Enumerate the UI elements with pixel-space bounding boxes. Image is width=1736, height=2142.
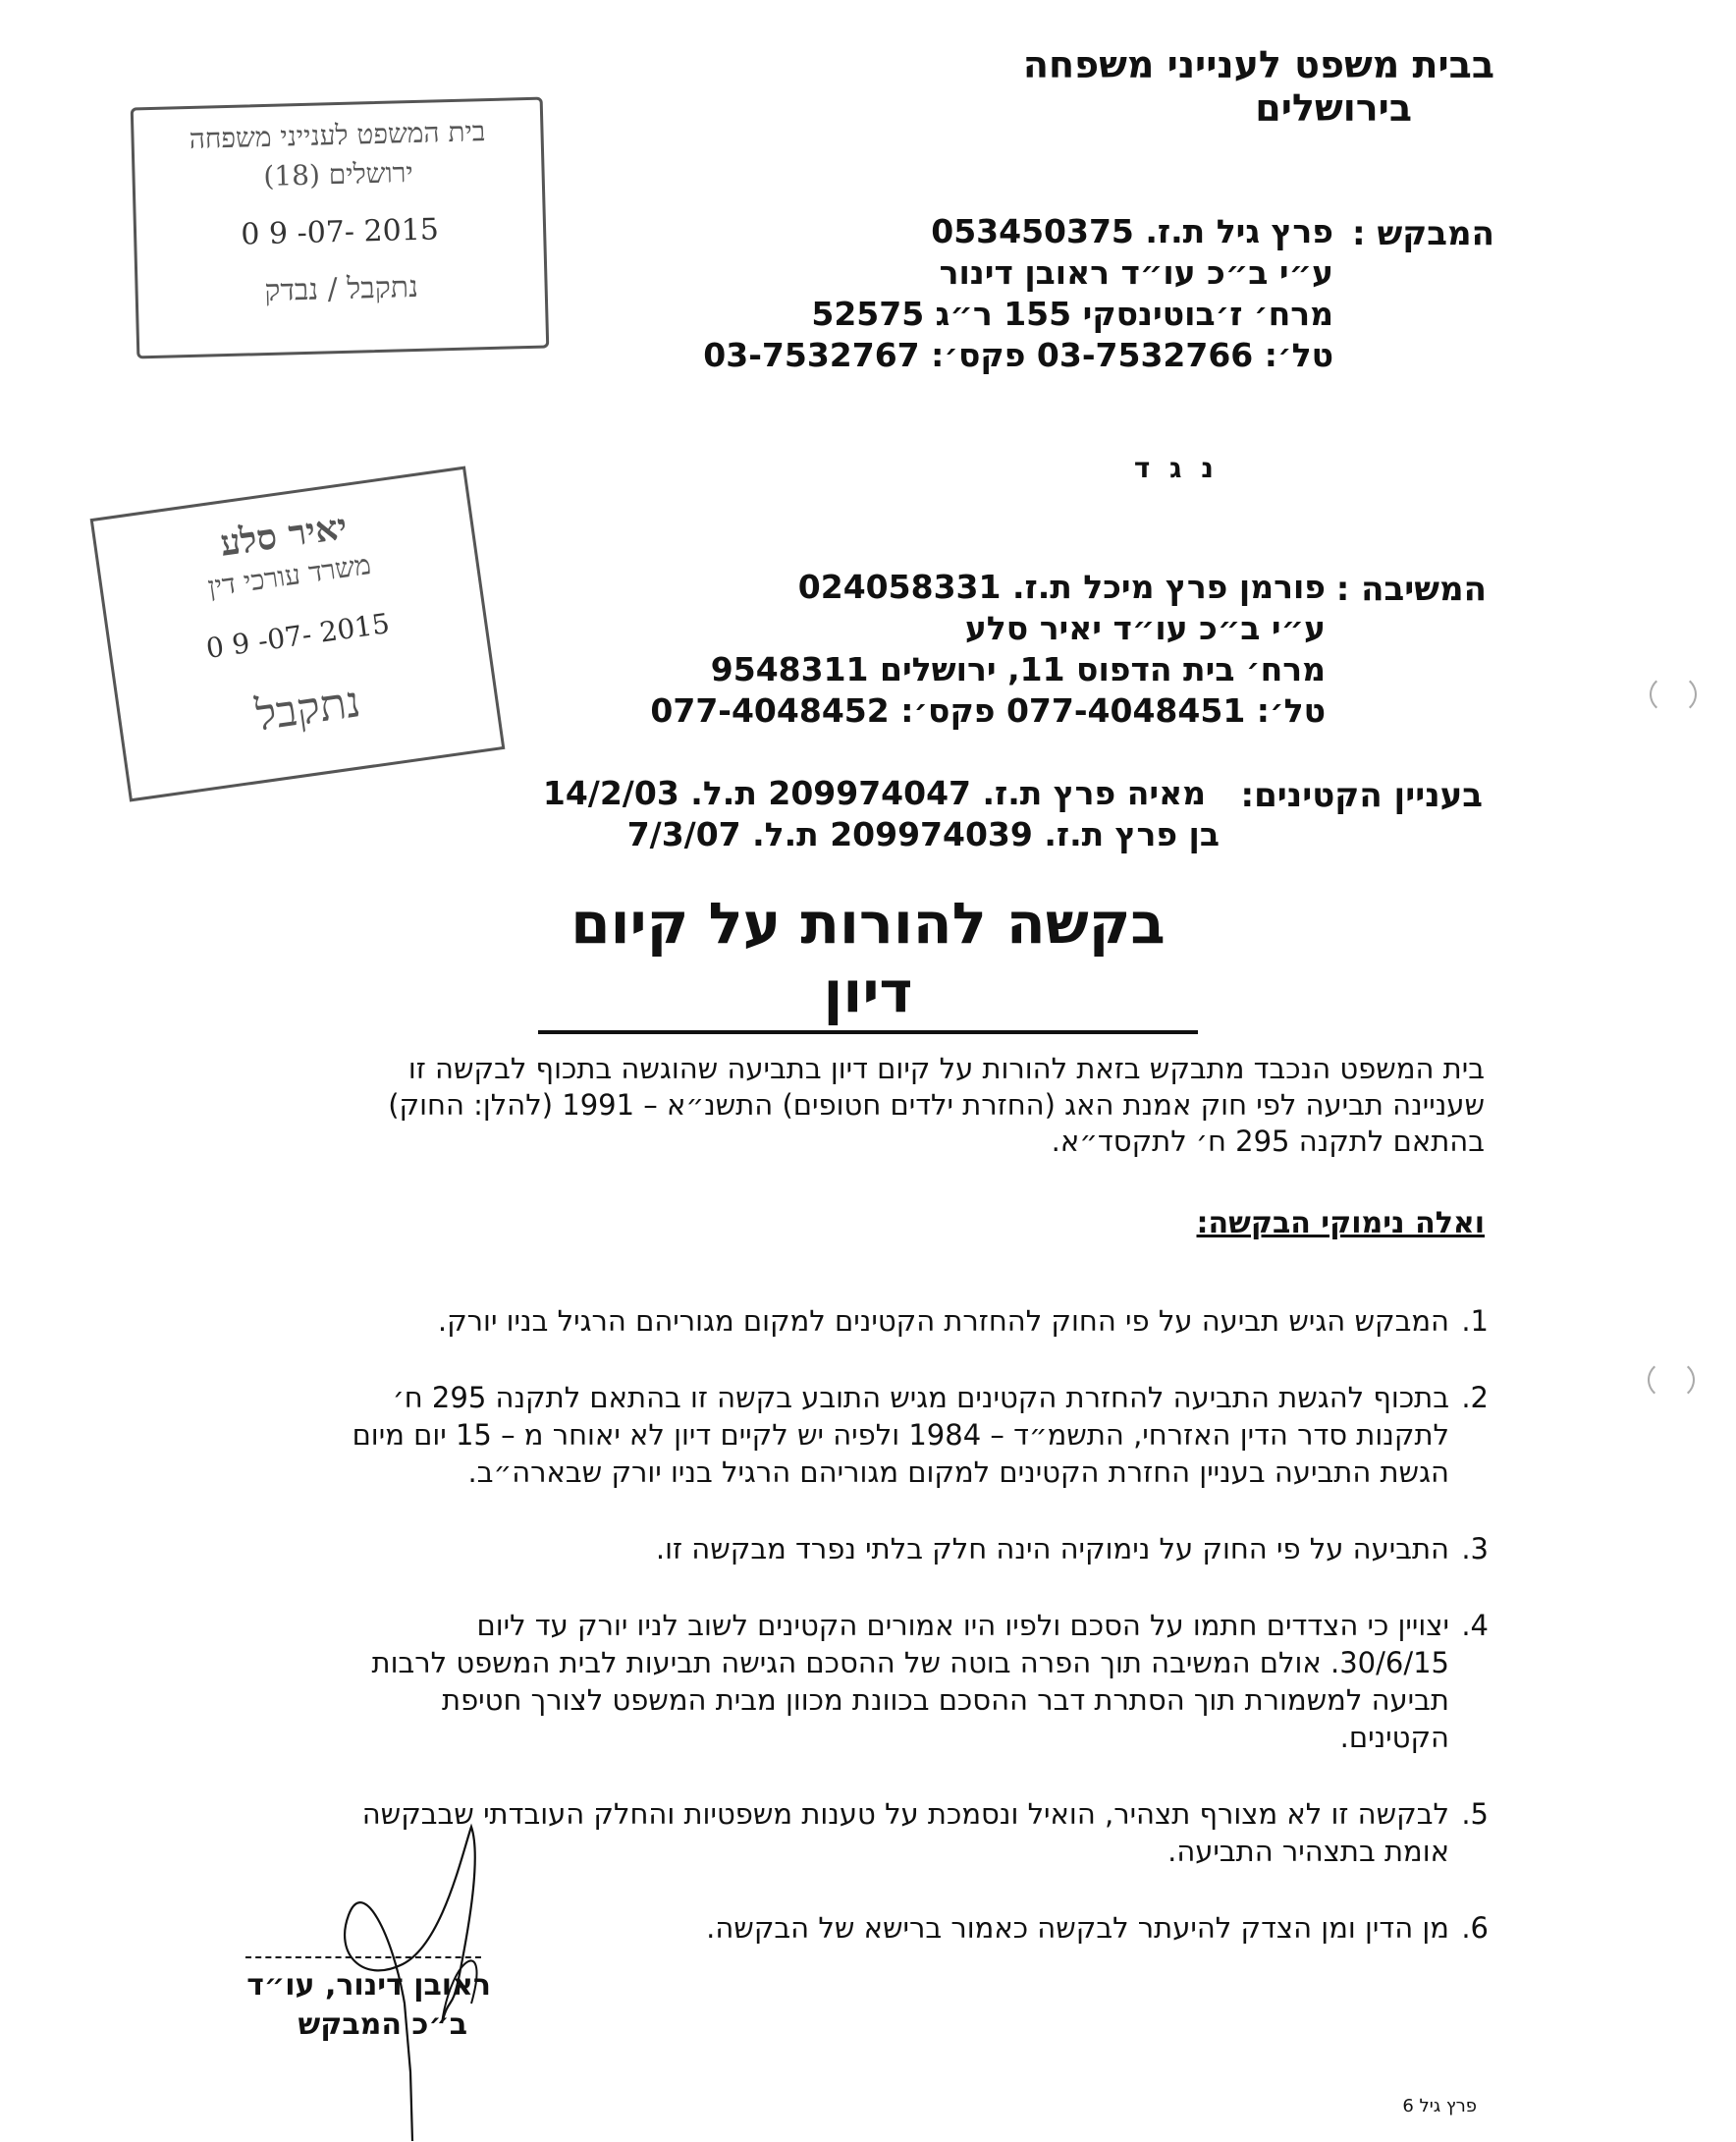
minors-line1: מאיה פרץ ת.ז. 209974047 ת.ל. 14/2/03 — [542, 774, 1206, 812]
intro-paragraph — [306, 1051, 1485, 1160]
document-title: בקשה להורות על קיום דיון — [538, 889, 1198, 1034]
reason-text-line: לתקנות סדר הדין האזרחי, התשמ״ד – 1984 ולפיה יש לקיים דיון לא יאוחר מ – 15 יום מיום — [352, 1418, 1449, 1452]
respondent-label: המשיבה : — [1335, 570, 1487, 609]
punch-hole-mark — [1648, 1359, 1695, 1401]
reason-text-line: תביעה למשמורת תוך הסתרת דבר ההסכם בכוונת מכוון מבית המשפט לצורך חטיפת — [442, 1683, 1449, 1717]
reason-item — [291, 1530, 1489, 1567]
minors-label: בעניין הקטינים: — [1240, 776, 1483, 815]
stamp-lawyer-date: 0 9 -07- 2015 — [203, 607, 392, 665]
reason-text-line: המבקש הגיש תביעה על פי החוק להחזרת הקטינים למקום מגוריהם הרגיל בניו יורק. — [437, 1304, 1449, 1338]
petitioner-phones: טל׳: 03-7532766 פקס׳: 03-7532767 — [703, 336, 1333, 374]
intro-line: שעניינה תביעה לפי חוק אמנת האג (החזרת ילדים חטופים) התשנ״א – 1991 (להלן: החוק) — [388, 1088, 1485, 1122]
reason-number: 5. — [1461, 1797, 1489, 1831]
respondent-address: מרח׳ בית הדפוס 11, ירושלים 9548311 — [710, 650, 1326, 688]
reason-text-line: הקטינים. — [1339, 1721, 1449, 1754]
reason-item — [291, 1607, 1489, 1756]
reason-text-line: אומת בתצהיר התביעה. — [1167, 1835, 1449, 1868]
signature-name: ראובן דינור, עו״ד — [246, 1968, 491, 2003]
petitioner-counsel: ע״י ב״כ עו״ד ראובן דינור — [939, 253, 1333, 292]
stamp-lawyer-line2: משרד עורכי דין — [205, 548, 373, 604]
reason-text-line: בתכוף להגשת התביעה להחזרת הקטינים מגיש התובע בקשה זו בהתאם לתקנה 295 ח׳ — [392, 1381, 1449, 1414]
reason-item — [291, 1302, 1489, 1340]
footer-code: פרץ גיל 6 — [1402, 2096, 1477, 2116]
reason-text-line: יצויין כי הצדדים חתמו על הסכם ולפיו היו אמורים הקטינים לשוב לניו יורק עד ליום — [476, 1609, 1449, 1642]
respondent-phones: טל׳: 077-4048451 פקס׳: 077-4048452 — [650, 691, 1326, 730]
lawyer-received-stamp — [90, 467, 506, 802]
punch-hole-mark — [1650, 674, 1697, 715]
court-name: בבית משפט לענייני משפחה — [1022, 43, 1494, 86]
reason-text-line: לבקשה זו לא מצורף תצהיר, הואיל ונסמכת על טענות משפטיות והחלק העובדתי שבבקשה — [361, 1797, 1449, 1831]
signature-line — [245, 1956, 481, 1958]
stamp-lawyer-line1: יאיר סלע — [217, 506, 351, 565]
stamp-court-date: 0 9 -07- 2015 — [240, 212, 440, 252]
court-city: בירושלים — [1255, 86, 1412, 130]
stamp-court-line1: בית המשפט לענייני משפחה — [189, 115, 486, 155]
versus: נ ג ד — [1133, 452, 1214, 484]
reason-number: 4. — [1461, 1609, 1489, 1642]
reason-text-line: הגשת התביעה בעניין החזרת הקטינים למקום מגוריהם הרגיל בניו יורק שבארה״ב. — [467, 1455, 1449, 1489]
stamp-court-line2: ירושלים (18) — [262, 156, 414, 193]
reason-number: 1. — [1461, 1304, 1489, 1338]
petitioner-address: מרח׳ ז׳בוטינסקי 155 ר״ג 52575 — [811, 295, 1333, 333]
reason-text-line: מן הדין ומן הצדק להיעתר לבקשה כאמור ברישא של הבקשה. — [706, 1911, 1449, 1945]
court-received-stamp — [131, 97, 550, 359]
petitioner-label: המבקש : — [1352, 214, 1494, 253]
intro-line: בהתאם לתקנה 295 ח׳ לתקסד״א. — [1051, 1125, 1485, 1158]
reasons-heading: ואלה נימוקי הבקשה: — [1196, 1206, 1485, 1240]
respondent-counsel: ע״י ב״כ עו״ד יאיר סלע — [964, 609, 1326, 647]
minors-line2: בן פרץ ת.ז. 209974039 ת.ל. 7/3/07 — [626, 815, 1220, 853]
signature-role: ב״כ המבקש — [298, 2007, 467, 2042]
reason-item — [291, 1379, 1489, 1491]
reason-number: 3. — [1461, 1532, 1489, 1565]
reason-number: 6. — [1461, 1911, 1489, 1945]
stamp-court-line4: נתקבל / נבדק — [263, 269, 419, 309]
reason-text-line: 30/6/15. אולם המשיבה תוך הפרה בוטה של ההסכם הגישה תביעות לבית המשפט לרבות — [371, 1646, 1449, 1679]
stamp-lawyer-line4: נתקבל — [252, 677, 363, 741]
petitioner-name: פרץ גיל ת.ז. 053450375 — [931, 212, 1333, 250]
reason-text-line: התביעה על פי החוק על נימוקיה הינה חלק בלתי נפרד מבקשה זו. — [655, 1532, 1449, 1565]
reason-number: 2. — [1461, 1381, 1489, 1414]
respondent-name: פורמן פרץ מיכל ת.ז. 024058331 — [797, 568, 1326, 606]
intro-line: בית המשפט הנכבד מתבקש בזאת להורות על קיום דיון בתביעה שהוגשה בתכוף לבקשה זו — [407, 1052, 1485, 1085]
